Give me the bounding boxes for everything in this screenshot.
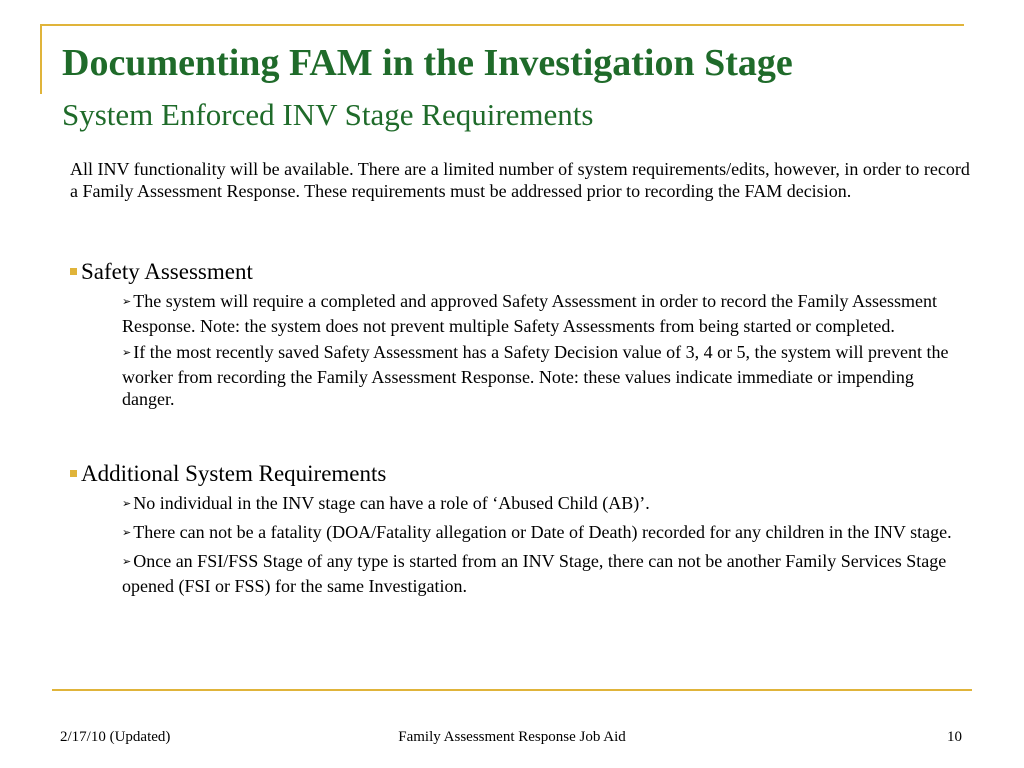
section-additional-requirements	[70, 460, 970, 601]
list-item-text: If the most recently saved Safety Assessment has a Safety Decision value of 3, 4 or 5, the system will prevent the worker from recording the Family Assessment Response. Note: these values indicate immediate or impending danger.	[122, 342, 949, 409]
list-item-text: The system will require a completed and approved Safety Assessment in order to record the Family Assessment Response. Note: the system does not prevent multiple Safety Assessments from being started or completed.	[122, 291, 938, 336]
section-safety-assessment	[70, 258, 970, 414]
list-item	[122, 550, 952, 597]
slide-title: Documenting FAM in the Investigation Stage	[62, 42, 793, 84]
left-rule	[40, 24, 42, 94]
section-heading	[70, 258, 970, 286]
list-item-text: No individual in the INV stage can have a role of ‘Abused Child (AB)’.	[133, 493, 650, 513]
arrowhead-bullet-icon: ➢	[122, 555, 132, 568]
section-heading-text: Safety Assessment	[81, 259, 253, 284]
footer-date: 2/17/10 (Updated)	[60, 729, 171, 745]
arrowhead-bullet-icon: ➢	[122, 497, 132, 510]
list-item	[122, 521, 952, 546]
bottom-rule	[52, 689, 972, 691]
page-number: 10	[947, 729, 962, 745]
square-bullet-icon	[70, 470, 77, 477]
square-bullet-icon	[70, 268, 77, 275]
footer-title: Family Assessment Response Job Aid	[398, 729, 626, 745]
slide-subtitle: System Enforced INV Stage Requirements	[62, 97, 594, 132]
list-item	[122, 290, 952, 337]
list-item	[122, 341, 952, 410]
list-item-text: There can not be a fatality (DOA/Fatality allegation or Date of Death) recorded for any children in the INV stage.	[133, 522, 952, 542]
section-item-list	[70, 290, 970, 410]
top-rule	[40, 24, 964, 26]
list-item	[122, 492, 952, 517]
arrowhead-bullet-icon: ➢	[122, 526, 132, 539]
arrowhead-bullet-icon: ➢	[122, 346, 132, 359]
section-item-list	[70, 492, 970, 597]
intro-paragraph: All INV functionality will be available. There are a limited number of system requirements/edits, however, in order to record a Family Assessment Response. These requirements must be addressed prior to recording the FAM decision.	[70, 159, 970, 201]
list-item-text: Once an FSI/FSS Stage of any type is started from an INV Stage, there can not be another Family Services Stage opened (FSI or FSS) for the same Investigation.	[122, 551, 947, 596]
arrowhead-bullet-icon: ➢	[122, 295, 132, 308]
section-heading-text: Additional System Requirements	[81, 461, 387, 486]
section-heading	[70, 460, 970, 488]
